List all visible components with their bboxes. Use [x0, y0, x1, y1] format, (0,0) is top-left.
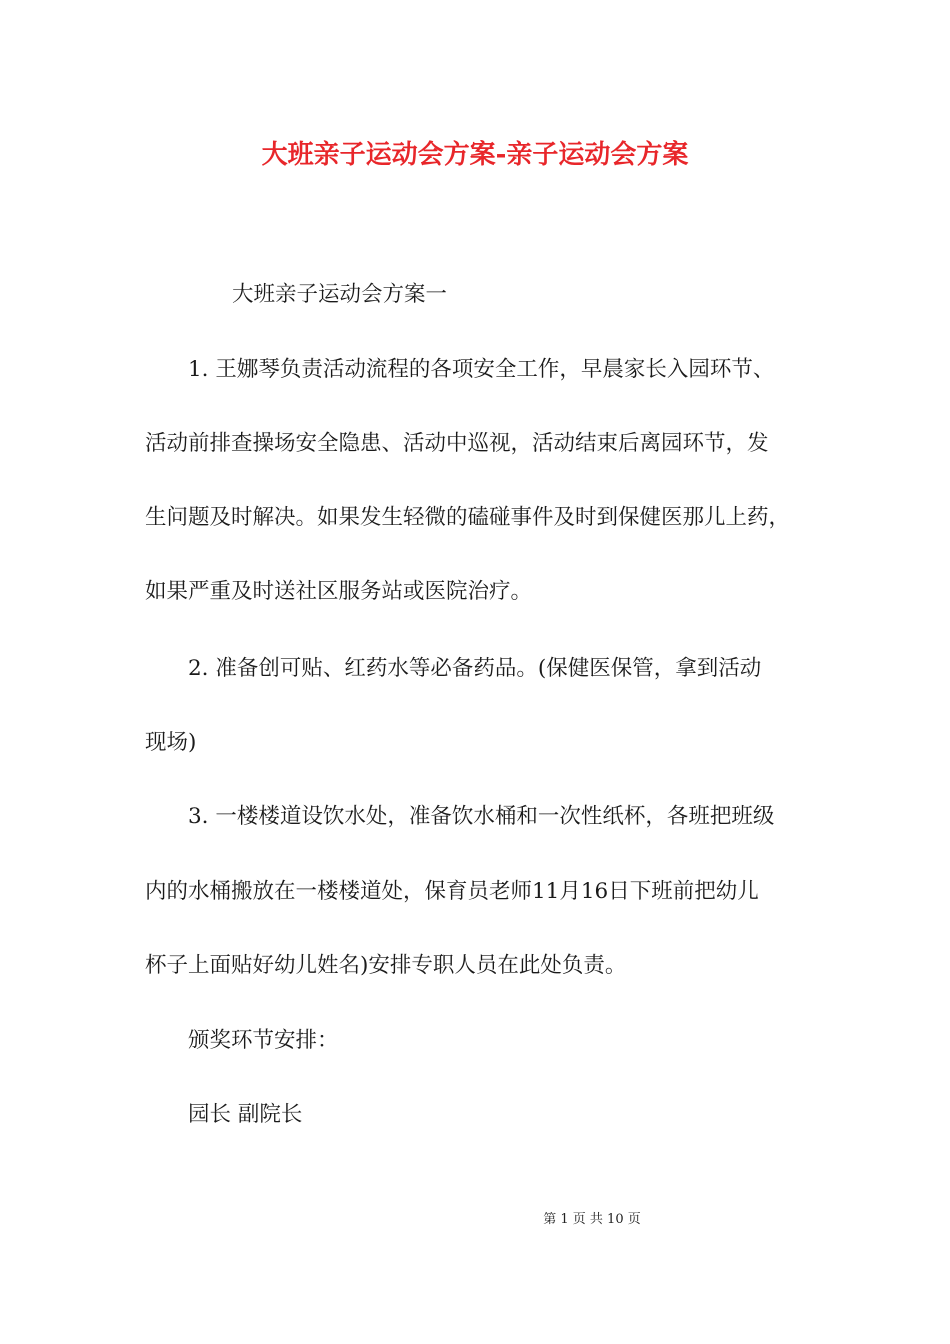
paragraph-line: 现场) [145, 730, 197, 755]
page-number-footer: 第 1 页 共 10 页 [543, 1212, 641, 1227]
section-heading: 大班亲子运动会方案一 [232, 282, 448, 307]
paragraph-line: 生问题及时解决。如果发生轻微的磕碰事件及时到保健医那儿上药， [145, 505, 791, 530]
paragraph-line: 活动前排查操场安全隐患、活动中巡视，活动结束后离园环节，发 [145, 431, 769, 456]
paragraph-line: 内的水桶搬放在一楼楼道处，保育员老师11月16日下班前把幼儿 [145, 879, 759, 904]
paragraph-line: 1. 王娜琴负责活动流程的各项安全工作，早晨家长入园环节、 [188, 357, 775, 382]
paragraph-line: 2. 准备创可贴、红药水等必备药品。(保健医保管，拿到活动 [188, 656, 762, 681]
paragraph-line: 3. 一楼楼道设饮水处，准备饮水桶和一次性纸杯，各班把班级 [188, 804, 775, 829]
paragraph-line: 如果严重及时送社区服务站或医院治疗。 [145, 579, 533, 604]
paragraph-line: 园长 副院长 [188, 1102, 303, 1127]
paragraph-line: 杯子上面贴好幼儿姓名)安排专职人员在此处负责。 [145, 953, 627, 978]
paragraph-line: 颁奖环节安排： [188, 1028, 339, 1053]
document-title: 大班亲子运动会方案-亲子运动会方案 [261, 140, 689, 170]
